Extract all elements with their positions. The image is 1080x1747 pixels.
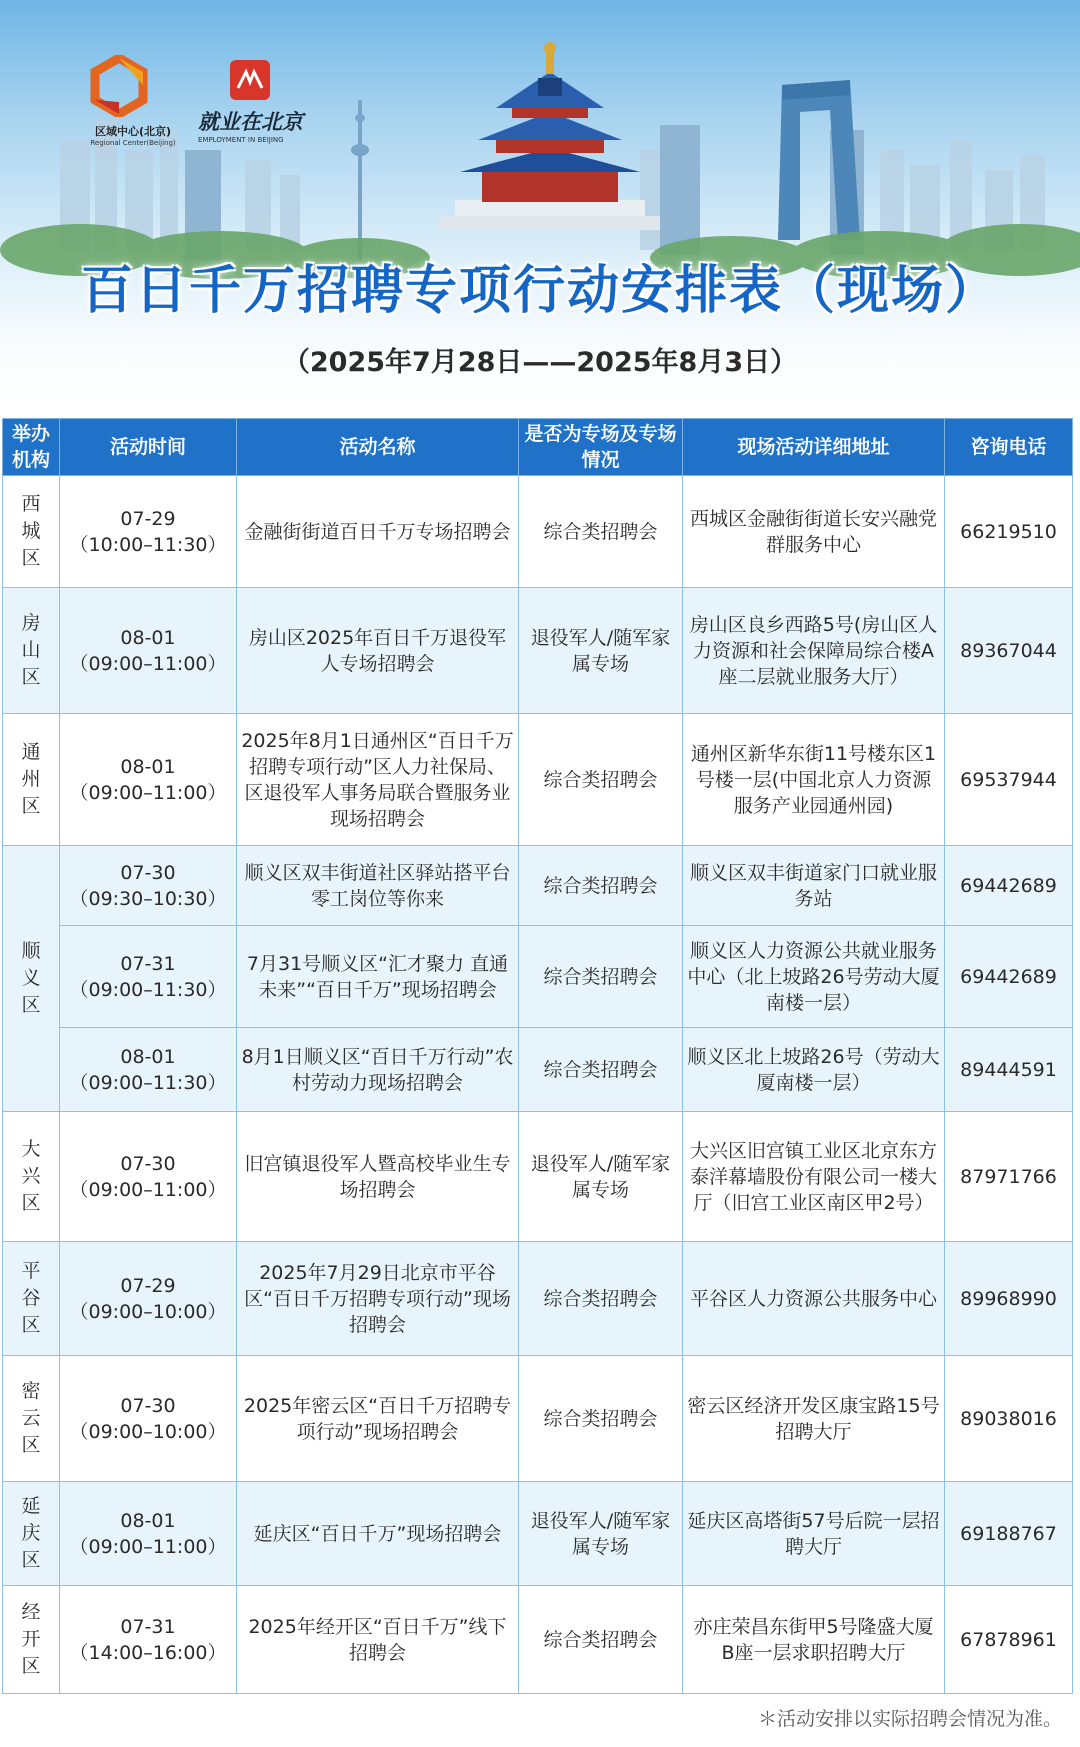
table-row xyxy=(3,714,1073,846)
time-cell xyxy=(60,1112,237,1242)
address-cell: 大兴区旧宫镇工业区北京东方泰洋幕墙股份有限公司一楼大厅（旧宫工业区南区甲2号） xyxy=(683,1112,945,1242)
employment-brand-name-en: EMPLOYMENT IN BEIJING xyxy=(198,136,284,144)
event-name-cell: 2025年经开区“百日千万”线下招聘会 xyxy=(237,1586,519,1694)
regional-center-name-en: Regional Center(Beijing) xyxy=(90,139,176,147)
header-phone: 咨询电话 xyxy=(945,419,1073,476)
special-cell: 综合类招聘会 xyxy=(519,476,683,588)
event-name-cell: 延庆区“百日千万”现场招聘会 xyxy=(237,1482,519,1586)
event-date: 07-31 xyxy=(120,1615,176,1638)
event-date: 07-30 xyxy=(120,1152,176,1175)
phone-cell: 89444591 xyxy=(945,1028,1073,1112)
event-hours: （09:00–11:30） xyxy=(69,1071,227,1094)
organizer-cell: 平谷区 xyxy=(3,1242,60,1356)
address-cell: 延庆区高塔街57号后院一层招聘大厅 xyxy=(683,1482,945,1586)
organizer-cell: 西城区 xyxy=(3,476,60,588)
table-row xyxy=(3,1482,1073,1586)
phone-cell: 67878961 xyxy=(945,1586,1073,1694)
time-cell xyxy=(60,1242,237,1356)
table-row xyxy=(3,588,1073,714)
special-cell: 综合类招聘会 xyxy=(519,1356,683,1482)
phone-cell: 66219510 xyxy=(945,476,1073,588)
regional-center-name: 区域中心(北京) xyxy=(94,125,172,138)
event-name-cell: 8月1日顺义区“百日千万行动”农村劳动力现场招聘会 xyxy=(237,1028,519,1112)
time-cell xyxy=(60,1356,237,1482)
phone-cell: 69537944 xyxy=(945,714,1073,846)
event-name-cell: 旧宫镇退役军人暨高校毕业生专场招聘会 xyxy=(237,1112,519,1242)
time-cell xyxy=(60,1028,237,1112)
event-date: 08-01 xyxy=(120,626,176,649)
event-date: 08-01 xyxy=(120,1509,176,1532)
organizer-cell: 经开区 xyxy=(3,1586,60,1694)
regional-center-logo xyxy=(88,55,178,147)
phone-cell: 89367044 xyxy=(945,588,1073,714)
event-hours: （09:00–11:00） xyxy=(69,652,227,675)
event-hours: （09:00–10:00） xyxy=(69,1420,227,1443)
event-hours: （14:00–16:00） xyxy=(69,1641,227,1664)
special-cell: 退役军人/随军家属专场 xyxy=(519,1112,683,1242)
table-row xyxy=(3,1356,1073,1482)
phone-cell: 69442689 xyxy=(945,926,1073,1028)
employment-badge-icon xyxy=(228,58,272,102)
organizer-cell: 密云区 xyxy=(3,1356,60,1482)
time-cell xyxy=(60,476,237,588)
special-cell: 退役军人/随军家属专场 xyxy=(519,588,683,714)
time-cell xyxy=(60,588,237,714)
event-date: 07-30 xyxy=(120,1394,176,1417)
time-cell xyxy=(60,846,237,926)
date-range: （2025年7月28日——2025年8月3日） xyxy=(282,347,798,378)
event-hours: （10:00–11:30） xyxy=(69,533,227,556)
address-cell: 房山区良乡西路5号(房山区人力资源和社会保障局综合楼A座二层就业服务大厅） xyxy=(683,588,945,714)
header-address: 现场活动详细地址 xyxy=(683,419,945,476)
table-row xyxy=(3,1112,1073,1242)
table-row xyxy=(3,476,1073,588)
special-cell: 综合类招聘会 xyxy=(519,926,683,1028)
special-cell: 综合类招聘会 xyxy=(519,714,683,846)
table-header-row xyxy=(3,419,1073,476)
event-hours: （09:00–11:00） xyxy=(69,1535,227,1558)
event-name-cell: 2025年8月1日通州区“百日千万招聘专项行动”区人力社保局、区退役军人事务局联合暨服务业现场招聘会 xyxy=(237,714,519,846)
header-special: 是否为专场及专场情况 xyxy=(519,419,683,476)
employment-brand-name: 就业在北京 xyxy=(198,110,303,134)
event-date: 07-29 xyxy=(120,1274,176,1297)
phone-cell: 69442689 xyxy=(945,846,1073,926)
time-cell xyxy=(60,1586,237,1694)
table-row xyxy=(3,846,1073,926)
special-cell: 退役军人/随军家属专场 xyxy=(519,1482,683,1586)
event-name-cell: 2025年7月29日北京市平谷区“百日千万招聘专项行动”现场招聘会 xyxy=(237,1242,519,1356)
employment-in-beijing-logo xyxy=(198,58,308,144)
event-name-cell: 7月31号顺义区“汇才聚力 直通未来”“百日千万”现场招聘会 xyxy=(237,926,519,1028)
header-organizer: 举办机构 xyxy=(3,419,60,476)
special-cell: 综合类招聘会 xyxy=(519,1242,683,1356)
event-hours: （09:00–11:30） xyxy=(69,978,227,1001)
header-time: 活动时间 xyxy=(60,419,237,476)
special-cell: 综合类招聘会 xyxy=(519,1586,683,1694)
address-cell: 顺义区北上坡路26号（劳动大厦南楼一层） xyxy=(683,1028,945,1112)
event-name-cell: 顺义区双丰街道社区驿站搭平台 零工岗位等你来 xyxy=(237,846,519,926)
page-title: 百日千万招聘专项行动安排表（现场） xyxy=(80,261,999,321)
organizer-cell: 大兴区 xyxy=(3,1112,60,1242)
event-name-cell: 金融街街道百日千万专场招聘会 xyxy=(237,476,519,588)
phone-cell: 69188767 xyxy=(945,1482,1073,1586)
time-cell xyxy=(60,926,237,1028)
event-hours: （09:00–11:00） xyxy=(69,781,227,804)
time-cell xyxy=(60,714,237,846)
address-cell: 西城区金融街街道长安兴融党群服务中心 xyxy=(683,476,945,588)
address-cell: 通州区新华东街11号楼东区1号楼一层(中国北京人力资源服务产业园通州园) xyxy=(683,714,945,846)
table-row xyxy=(3,1242,1073,1356)
organizer-cell: 通州区 xyxy=(3,714,60,846)
schedule-table xyxy=(2,418,1073,1694)
event-date: 07-30 xyxy=(120,861,176,884)
header-name: 活动名称 xyxy=(237,419,519,476)
regional-center-hexagon-icon xyxy=(88,55,150,117)
event-hours: （09:00–11:00） xyxy=(69,1178,227,1201)
address-cell: 平谷区人力资源公共服务中心 xyxy=(683,1242,945,1356)
event-date: 07-29 xyxy=(120,507,176,530)
special-cell: 综合类招聘会 xyxy=(519,846,683,926)
address-cell: 亦庄荣昌东街甲5号隆盛大厦B座一层求职招聘大厅 xyxy=(683,1586,945,1694)
header-banner xyxy=(0,0,1080,400)
footnote: ＊活动安排以实际招聘会情况为准。 xyxy=(757,1708,1062,1730)
phone-cell: 89038016 xyxy=(945,1356,1073,1482)
address-cell: 顺义区双丰街道家门口就业服务站 xyxy=(683,846,945,926)
phone-cell: 87971766 xyxy=(945,1112,1073,1242)
table-row xyxy=(3,926,1073,1028)
organizer-cell: 顺义区 xyxy=(3,846,60,1112)
event-date: 08-01 xyxy=(120,1045,176,1068)
table-row xyxy=(3,1028,1073,1112)
event-hours: （09:30–10:30） xyxy=(69,887,227,910)
event-hours: （09:00–10:00） xyxy=(69,1300,227,1323)
address-cell: 密云区经济开发区康宝路15号招聘大厅 xyxy=(683,1356,945,1482)
address-cell: 顺义区人力资源公共就业服务中心（北上坡路26号劳动大厦南楼一层） xyxy=(683,926,945,1028)
organizer-cell: 延庆区 xyxy=(3,1482,60,1586)
table-row xyxy=(3,1586,1073,1694)
event-date: 08-01 xyxy=(120,755,176,778)
phone-cell: 89968990 xyxy=(945,1242,1073,1356)
event-name-cell: 2025年密云区“百日千万招聘专项行动”现场招聘会 xyxy=(237,1356,519,1482)
special-cell: 综合类招聘会 xyxy=(519,1028,683,1112)
time-cell xyxy=(60,1482,237,1586)
organizer-cell: 房山区 xyxy=(3,588,60,714)
event-date: 07-31 xyxy=(120,952,176,975)
event-name-cell: 房山区2025年百日千万退役军人专场招聘会 xyxy=(237,588,519,714)
